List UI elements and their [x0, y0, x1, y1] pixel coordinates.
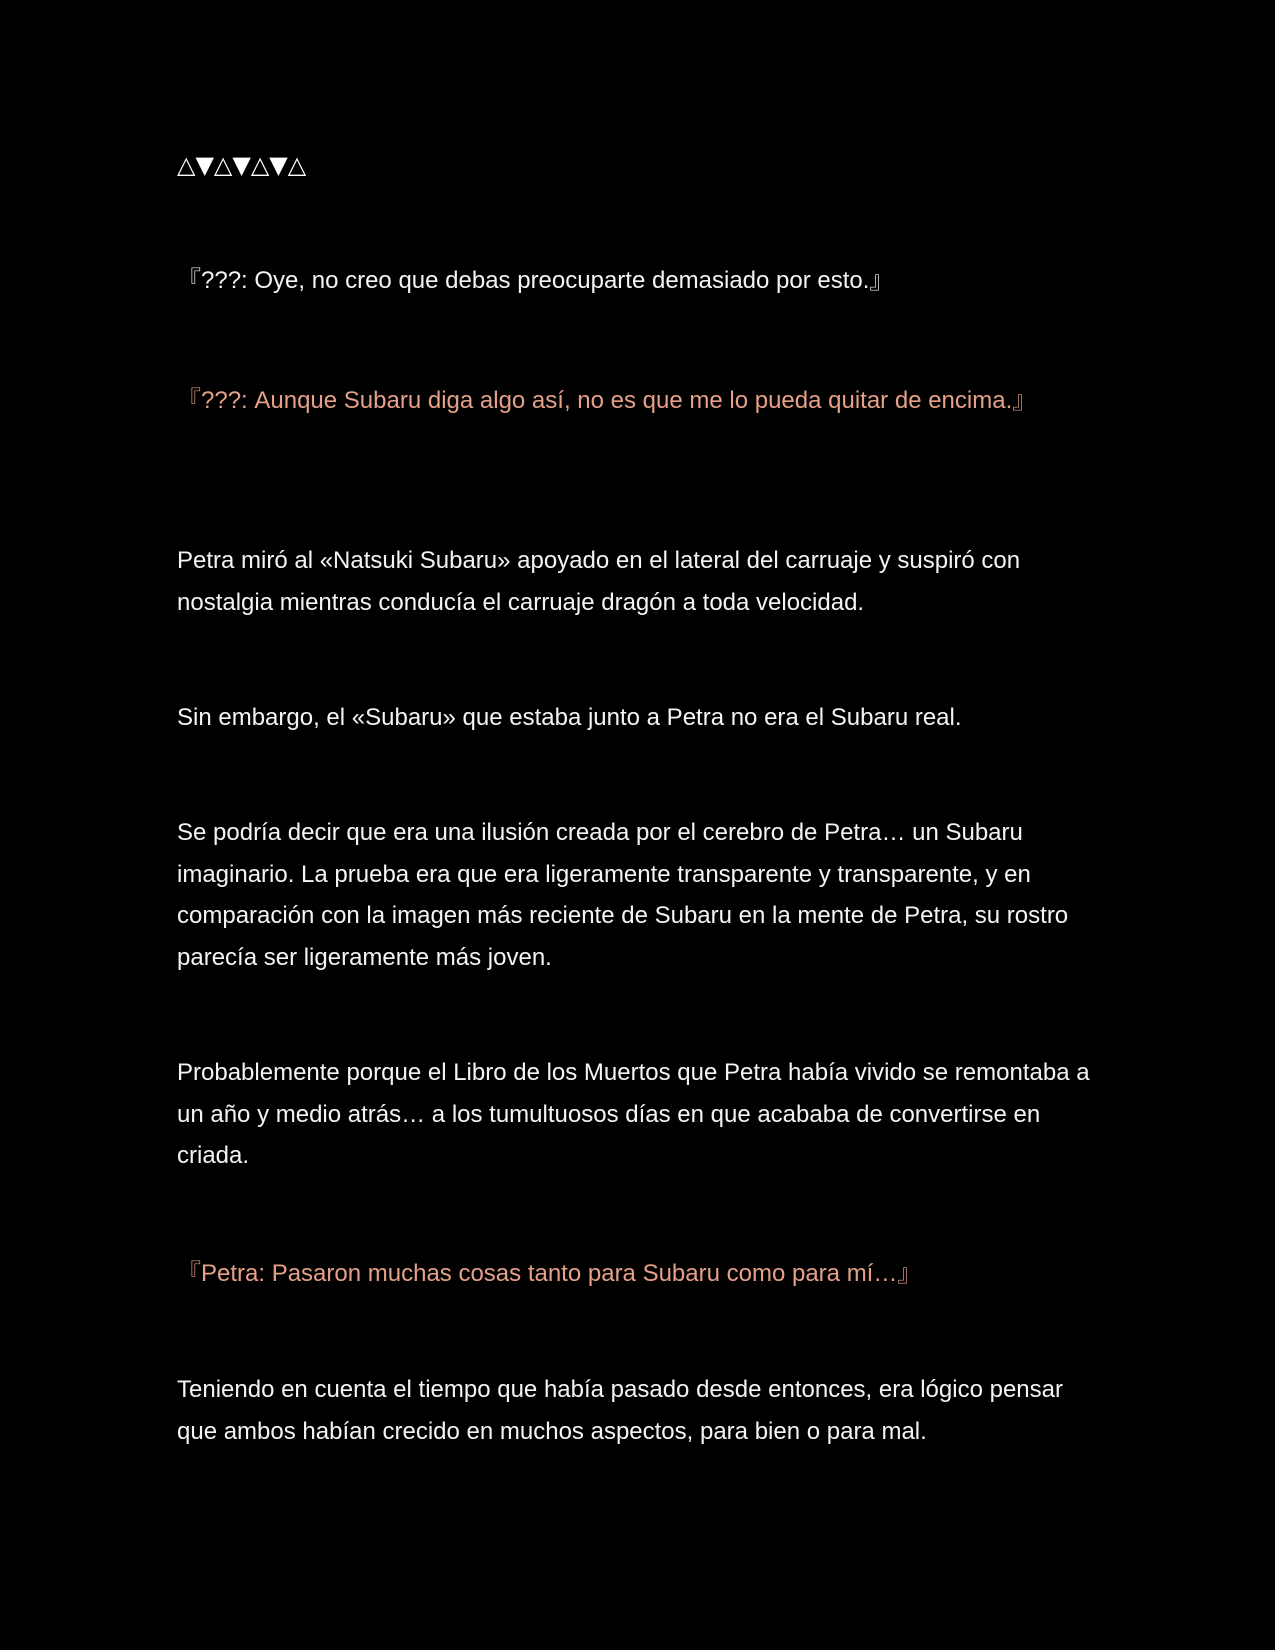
dialog-line-unknown: 『???: Oye, no creo que debas preocuparte demasiado por esto.』: [177, 267, 894, 294]
narration-paragraph: Probablemente porque el Libro de los Muertos que Petra había vivido se remontaba a un año y medio atrás… a los tumultuosos días en que acababa de convertirse en criada.: [177, 1059, 1090, 1169]
narration-paragraph: Se podría decir que era una ilusión creada por el cerebro de Petra… un Subaru imaginario. La prueba era que era ligeramente transparente y transparente, y en comparación con la imagen más reciente de Subaru en la mente de Petra, su rostro parecía ser ligeramente más joven.: [177, 819, 1069, 971]
narration-paragraph: Teniendo en cuenta el tiempo que había pasado desde entonces, era lógico pensar que ambos habían crecido en muchos aspectos, para bien o para mal.: [177, 1376, 1063, 1445]
dialog-line-petra-reply: 『???: Aunque Subaru diga algo así, no es que me lo pueda quitar de encima.』: [177, 387, 1037, 414]
narration-paragraph: Sin embargo, el «Subaru» que estaba junto a Petra no era el Subaru real.: [177, 704, 962, 731]
narration-paragraph: Petra miró al «Natsuki Subaru» apoyado en el lateral del carruaje y suspiró con nostalgia mientras conducía el carruaje dragón a toda velocidad.: [177, 547, 1021, 616]
dialog-line-petra: 『Petra: Pasaron muchas cosas tanto para Subaru como para mí…』: [177, 1260, 922, 1287]
document-page: [177, 0, 1107, 1650]
scene-divider: △▼△▼△▼△: [177, 151, 307, 179]
